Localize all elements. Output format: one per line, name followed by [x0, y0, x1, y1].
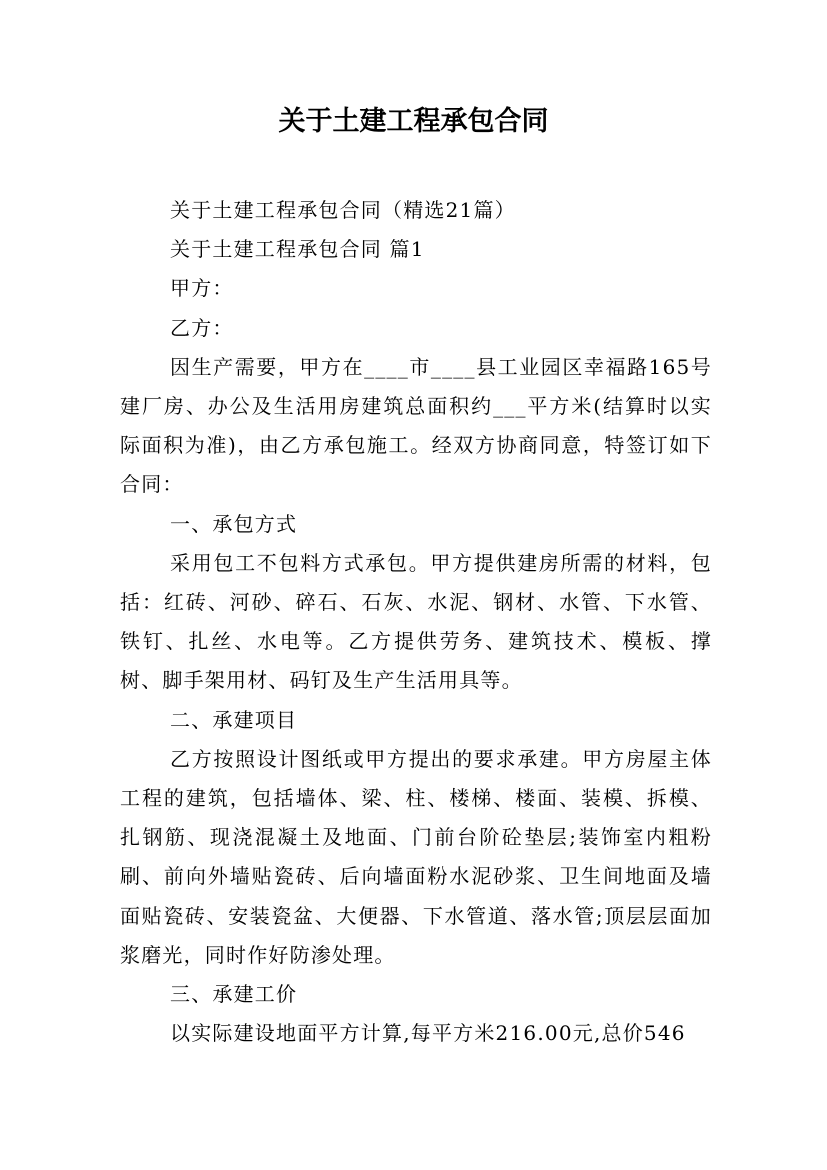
document-body: [120, 191, 712, 1053]
paragraph-section-heading: 关于土建工程承包合同 篇1: [170, 237, 425, 262]
paragraph-contract-method: 采用包工不包料方式承包。甲方提供建房所需的材料，包括：红砖、河砂、碎石、石灰、水泥、钢材、水管、下水管、铁钉、扎丝、水电等。乙方提供劳务、建筑技术、模板、撑树、脚手架用材、码钉及生产生活用具等。: [120, 550, 712, 693]
document-title: 关于土建工程承包合同: [278, 106, 549, 137]
heading-project-scope: 二、承建项目: [170, 707, 298, 732]
paragraph-subtitle: 关于土建工程承包合同（精选21篇）: [170, 198, 516, 222]
heading-price: 三、承建工价: [170, 982, 298, 1007]
paragraph-party-a: 甲方：: [170, 276, 234, 301]
paragraph-party-b: 乙方：: [170, 315, 234, 340]
heading-contract-method: 一、承包方式: [170, 511, 298, 536]
paragraph-intro: 因生产需要，甲方在____市____县工业园区幸福路165号建厂房、办公及生活用房建筑总面积约___平方米(结算时以实际面积为准)，由乙方承包施工。经双方协商同意，特签订如下合同：: [120, 354, 712, 497]
paragraph-price: 以实际建设地面平方计算,每平方米216.00元,总价546: [170, 1021, 686, 1046]
paragraph-project-scope: 乙方按照设计图纸或甲方提出的要求承建。甲方房屋主体工程的建筑，包括墙体、梁、柱、楼梯、楼面、装模、拆模、扎钢筋、现浇混凝土及地面、门前台阶砼垫层;装饰室内粗粉刷、前向外墙贴瓷砖、后向墙面粉水泥砂浆、卫生间地面及墙面贴瓷砖、安装瓷盆、大便器、下水管道、落水管;顶层层面加浆磨光，同时作好防渗处理。: [120, 746, 712, 967]
